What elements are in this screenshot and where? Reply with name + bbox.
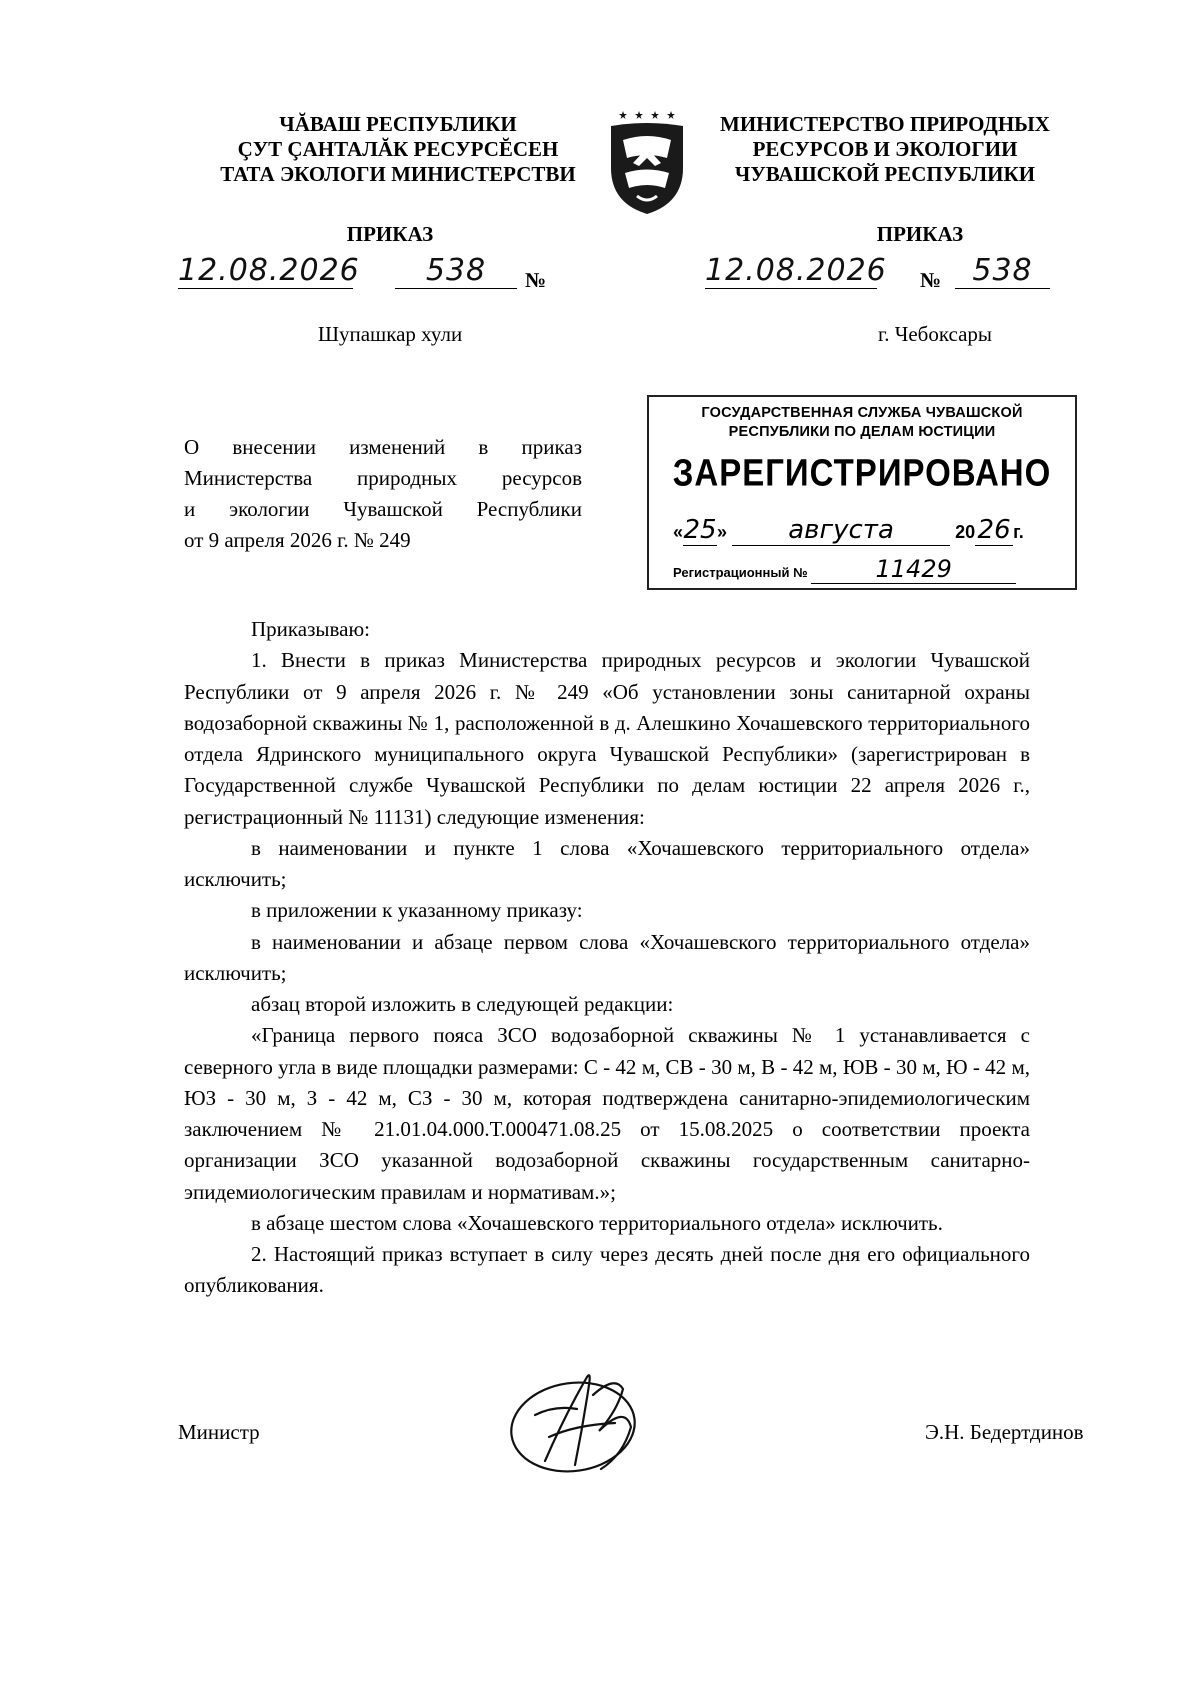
stamp-line: РЕСПУБЛИКИ ПО ДЕЛАМ ЮСТИЦИИ [728, 424, 996, 440]
order-body [184, 614, 1030, 1302]
left-ministry-name [218, 112, 578, 187]
right-order-number: 538 [955, 254, 1050, 289]
handwritten-signature-icon [505, 1365, 655, 1485]
right-header-line: ЧУВАШСКОЙ РЕСПУБЛИКИ [734, 162, 1036, 186]
stamp-regno-label: Регистрационный № [673, 565, 808, 580]
right-city: г. Чебоксары [877, 322, 993, 346]
body-paragraph: в наименовании и абзаце первом слова «Хочашевского территориального отдела» исключить; [184, 929, 1030, 985]
right-header-line: МИНИСТЕРСТВО ПРИРОДНЫХ [720, 112, 1050, 136]
body-paragraph: 2. Настоящий приказ вступает в силу через десять дней после дня его официального опубликования. [184, 1242, 1030, 1298]
signer-name: Э.Н. Бедертдинов [925, 1420, 1084, 1444]
title-line: от 9 апреля 2026 г. № 249 [184, 528, 411, 552]
body-paragraph: в приложении к указанному приказу: [251, 898, 583, 923]
coat-of-arms-icon [603, 108, 691, 218]
registration-stamp [647, 395, 1077, 590]
body-paragraph: в абзаце шестом слова «Хочашевского территориального отдела» исключить. [251, 1210, 943, 1235]
right-number-sign: № [920, 268, 942, 292]
stamp-agency [649, 404, 1075, 442]
title-line: Министерства природных ресурсов [184, 466, 582, 490]
left-number-sign: № [525, 268, 547, 292]
stamp-quote-open: « [673, 522, 684, 542]
stamp-year-g: г. [1013, 522, 1024, 542]
right-prikaz-label: ПРИКАЗ [876, 222, 964, 246]
title-line: О внесении изменений в приказ [184, 435, 582, 459]
stamp-line: ГОСУДАРСТВЕННАЯ СЛУЖБА ЧУВАШСКОЙ [701, 405, 1023, 421]
stamp-regno [673, 555, 1016, 584]
right-order-date: 12.08.2026 [705, 253, 887, 288]
right-ministry-name [710, 112, 1060, 187]
right-header-line: РЕСУРСОВ И ЭКОЛОГИИ [752, 137, 1018, 161]
left-header-line: ЧĂВАШ РЕСПУБЛИКИ [279, 112, 517, 136]
left-header-line: ÇУТ ÇАНТАЛĂК РЕСУРСĔСЕН [237, 137, 559, 161]
order-title [184, 432, 582, 556]
stamp-year-suffix: 26 [975, 515, 1013, 546]
body-paragraph: Приказываю: [251, 617, 370, 641]
left-prikaz-label: ПРИКАЗ [346, 222, 434, 246]
body-paragraph: абзац второй изложить в следующей редакции: [251, 992, 674, 1016]
stamp-date [673, 515, 1024, 546]
stamp-year-prefix: 20 [955, 522, 976, 542]
body-paragraph: 1. Внести в приказ Министерства природных ресурсов и экологии Чувашской Республики от 9 апреля 2026 г. № 249 «Об установлении зоны санитарной охраны водозаборной скважины № 1, расположенной в д. Алешкино Хочашевского территориального отдела Ядринского муниципального округа Чувашской Республики» (зарегистрирован в Государственной службе Чувашской Республики по делам юстиции 22 апреля 2026 г., регистрационный № 11131) следующие изменения: [184, 648, 1030, 829]
stamp-day: 25 [683, 515, 717, 545]
stamp-regno-value: 11429 [811, 555, 1016, 584]
left-order-number: 538 [395, 254, 517, 289]
left-city: Шупашкар хули [317, 322, 463, 346]
stamp-registered: ЗАРЕГИСТРИРОВАНО [672, 451, 1052, 494]
signer-position: Министр [178, 1420, 260, 1444]
left-order-date: 12.08.2026 [178, 253, 360, 288]
left-header-line: ТАТА ЭКОЛОГИ МИНИСТЕРСТВИ [220, 162, 576, 186]
title-line: и экологии Чувашской Республики [184, 497, 582, 521]
stamp-month: августа [732, 515, 950, 546]
body-paragraph: «Граница первого пояса ЗСО водозаборной скважины № 1 устанавливается с северного угла в виде площадки размерами: С - 42 м, СВ - 30 м, В - 42 м, ЮВ - 30 м, Ю - 42 м, ЮЗ - 30 м, З - 42 м, СЗ - 30 м, которая подтверждена санитарно-эпидемиологическим заключением № 21.01.04.000.Т.000471.08.25 от 15.08.2025 о соответствии проекта организации ЗСО указанной водозаборной скважины государственным санитарно-эпидемиологическим правилам и нормативам.»; [184, 1023, 1030, 1204]
stamp-quote-close: » [717, 522, 728, 542]
body-paragraph: в наименовании и пункте 1 слова «Хочашевского территориального отдела» исключить; [184, 835, 1030, 891]
